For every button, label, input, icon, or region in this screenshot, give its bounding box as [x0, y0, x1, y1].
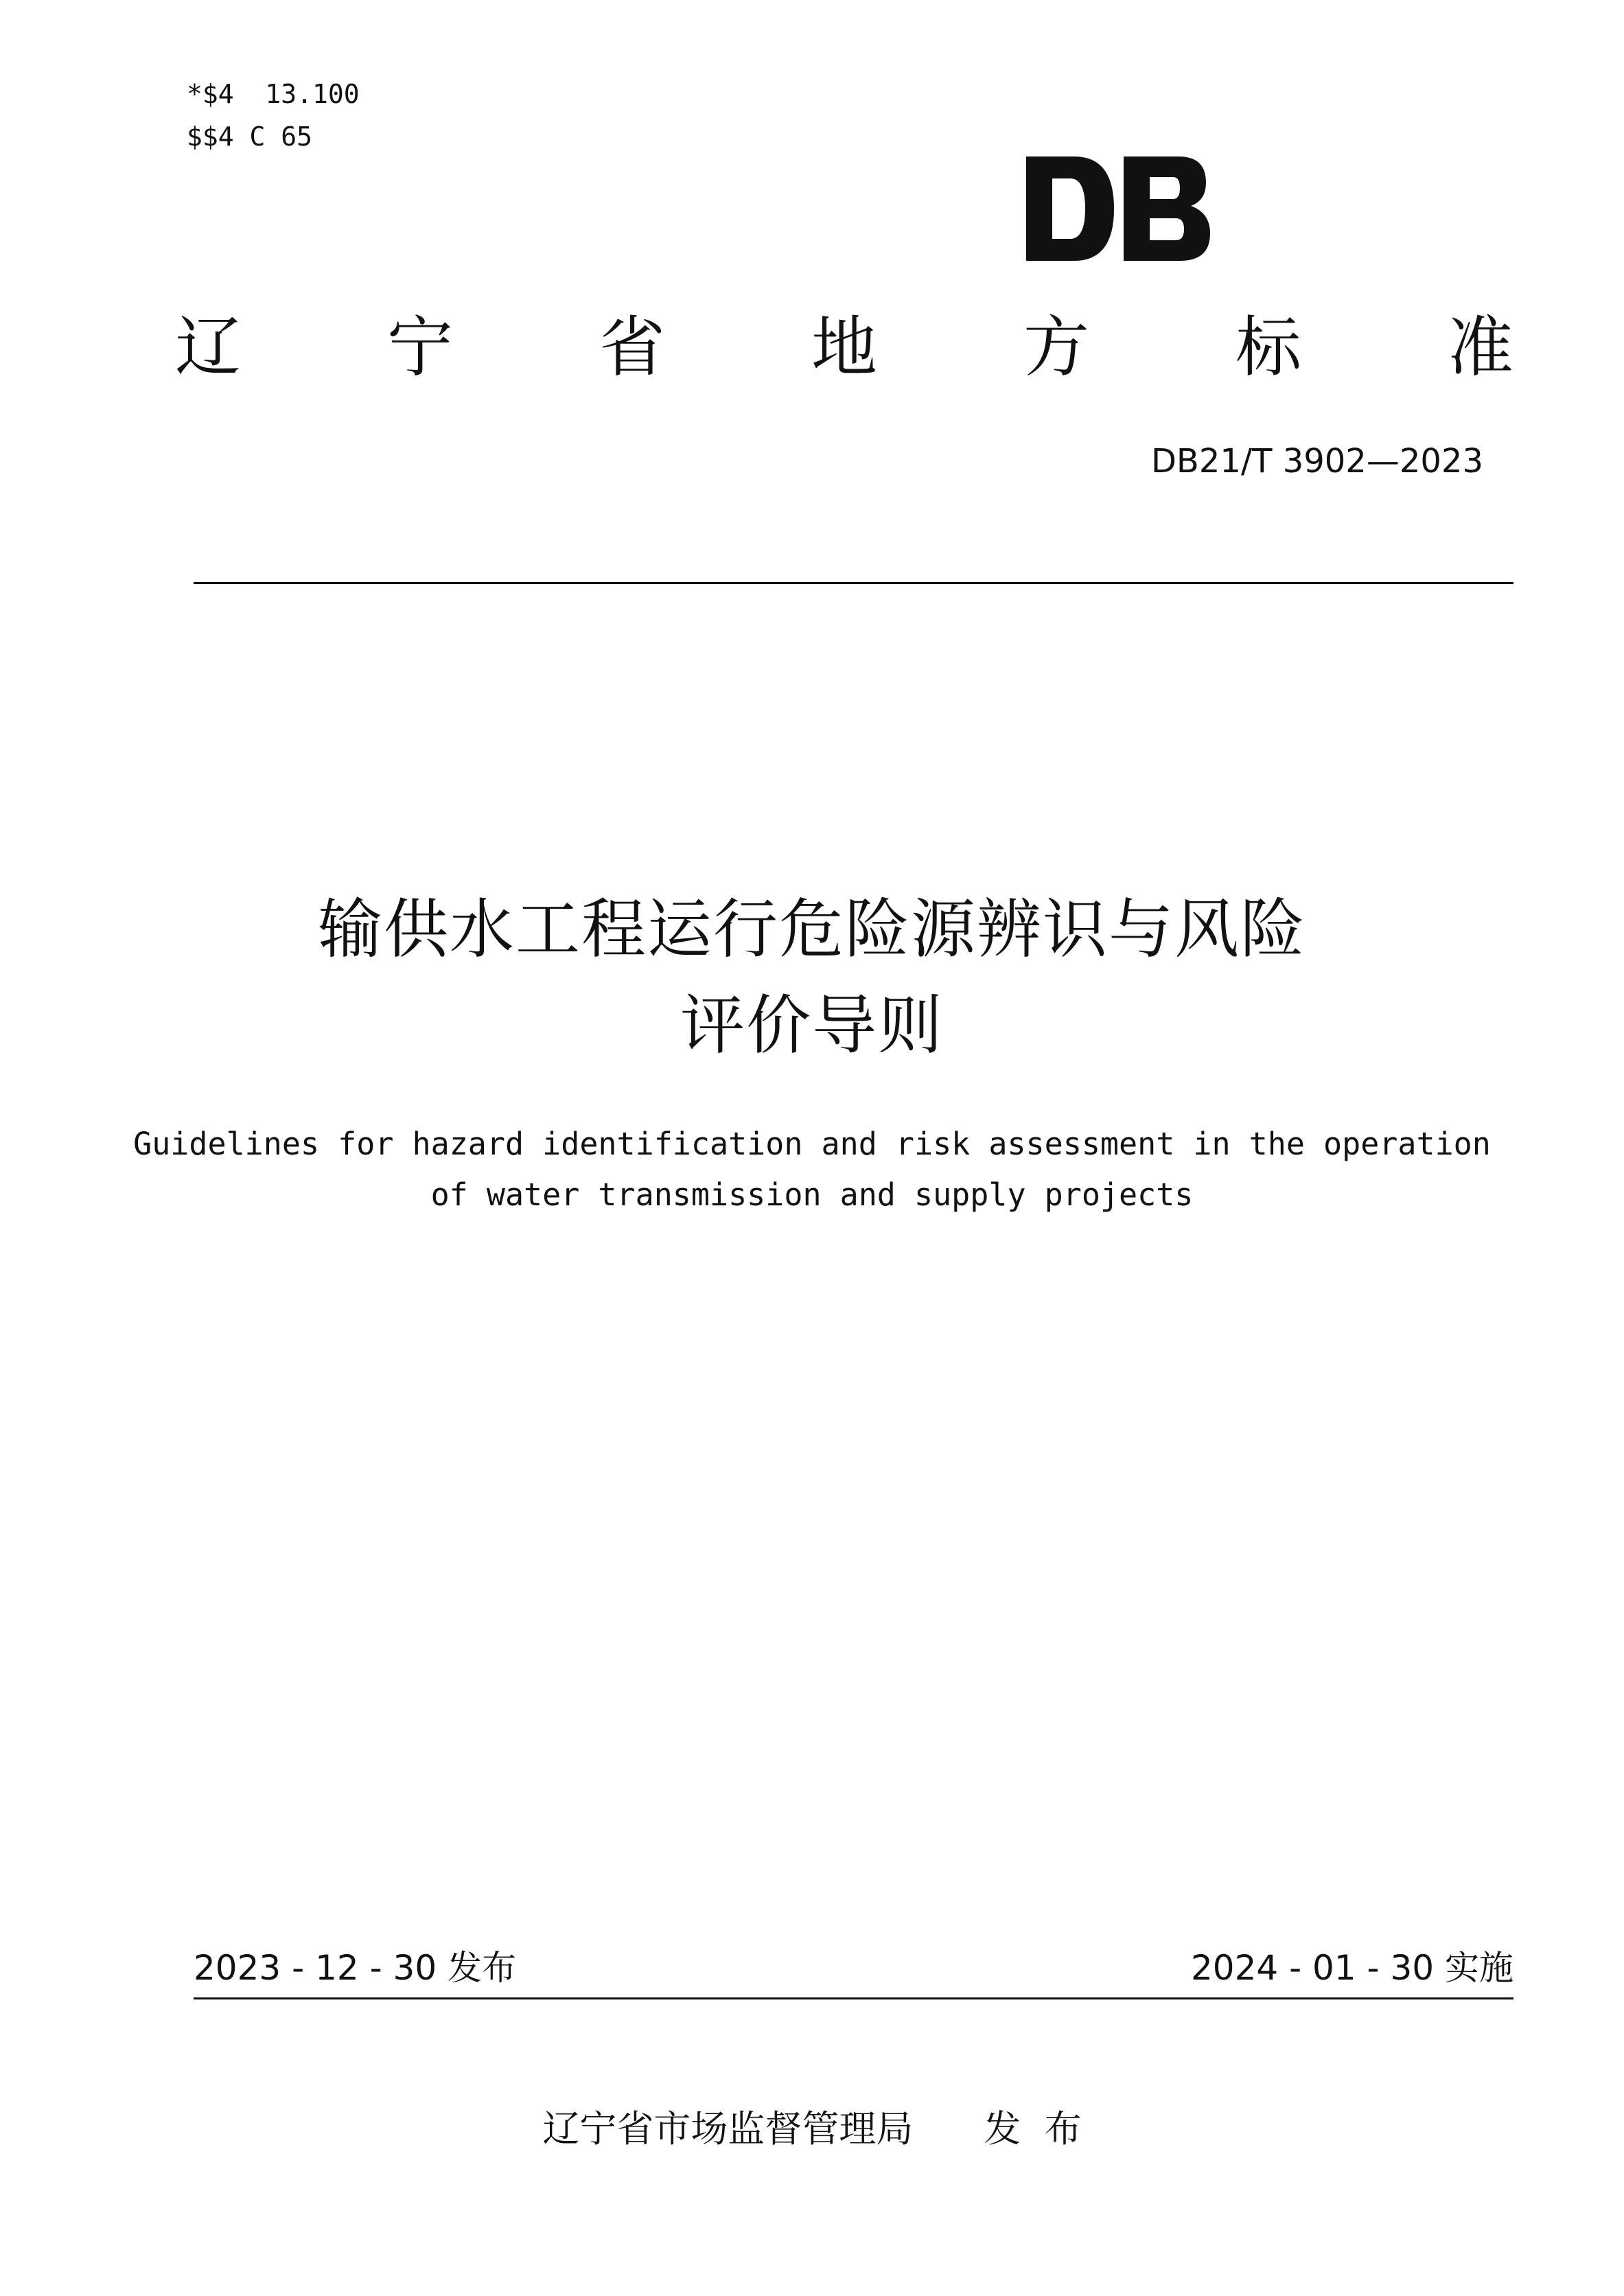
implementation-date: 2024 - 01 - 30 实施 — [1190, 1948, 1513, 1988]
issue-date: 2023 - 12 - 30 发布 — [194, 1948, 517, 1988]
db-logo-letter-d — [1026, 156, 1114, 261]
ccs-code: $$4 C 65 — [187, 121, 313, 152]
standard-type-char: 省 — [599, 309, 665, 386]
standard-type-heading — [175, 309, 1513, 386]
title-en-line1: Guidelines for hazard identification and risk assessment in the operation — [133, 1126, 1491, 1162]
publisher: 辽宁省市场监督管理局 发 布 — [542, 2107, 1082, 2150]
db-logo-letter-b — [1124, 156, 1210, 261]
title-cn-line2: 评价导则 — [680, 988, 944, 1063]
bottom-divider — [194, 1997, 1513, 1999]
db-logo — [1026, 156, 1211, 261]
title-cn-line1: 输供水工程运行危险源辨识与风险 — [317, 892, 1306, 967]
standard-type-char: 方 — [1023, 309, 1089, 386]
top-divider — [194, 582, 1513, 584]
standard-type-char: 宁 — [387, 309, 453, 386]
title-en-line2: of water transmission and supply projects — [430, 1176, 1194, 1213]
standard-type-char: 辽 — [175, 309, 241, 386]
standard-type-char: 标 — [1236, 309, 1301, 386]
standard-number: DB21/T 3902—2023 — [1150, 442, 1483, 480]
ics-code: *$4 13.100 — [187, 79, 360, 109]
standard-type-char: 准 — [1448, 309, 1513, 386]
standard-type-char: 地 — [811, 309, 877, 386]
